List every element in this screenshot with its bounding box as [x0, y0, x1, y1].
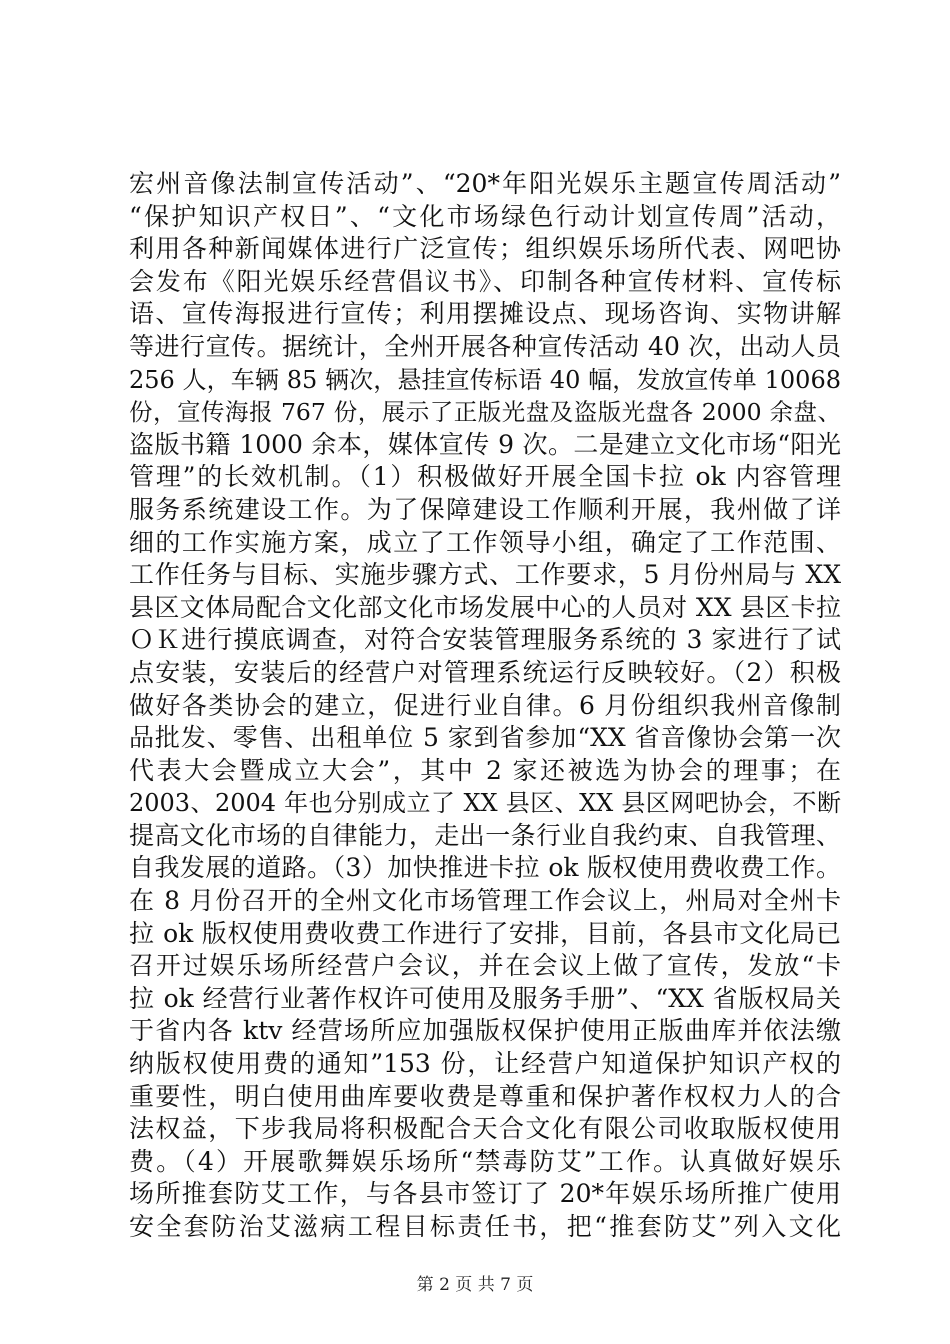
body-line: 会发布《阳光娱乐经营倡议书》、印制各种宣传材料、宣传标	[129, 266, 841, 296]
body-line: 拉 ok 版权使用费收费工作进行了安排，目前，各县市文化局已	[129, 918, 841, 948]
page-footer: 第 2 页 共 7 页	[416, 1275, 534, 1295]
body-line: 宏州音像法制宣传活动”、“20*年阳光娱乐主题宣传周活动”	[129, 169, 841, 198]
body-line: 利用各种新闻媒体进行广泛宣传；组织娱乐场所代表、网吧协	[129, 234, 841, 264]
body-line: 代表大会暨成立大会”，其中 2 家还被选为协会的理事；在	[129, 755, 841, 785]
body-line: 法权益，下步我局将积极配合天合文化有限公司收取版权使用	[129, 1114, 841, 1144]
body-line: 管理”的长效机制。（1）积极做好开展全国卡拉 ok 内容管理	[129, 462, 841, 492]
body-line: 盗版书籍 1000 余本，媒体宣传 9 次。二是建立文化市场“阳光	[129, 429, 841, 459]
body-line: 费。（4）开展歌舞娱乐场所“禁毒防艾”工作。认真做好娱乐	[129, 1146, 841, 1176]
body-line: 自我发展的道路。（3）加快推进卡拉 ok 版权使用费收费工作。	[129, 853, 841, 883]
body-line: 重要性，明白使用曲库要收费是尊重和保护著作权权力人的合	[129, 1081, 841, 1111]
body-line: 服务系统建设工作。为了保障建设工作顺利开展，我州做了详	[129, 494, 841, 524]
body-line: 细的工作实施方案，成立了工作领导小组，确定了工作范围、	[129, 527, 841, 557]
body-line: 语、宣传海报进行宣传；利用摆摊设点、现场咨询、实物讲解	[129, 299, 841, 329]
body-line: 拉 ok 经营行业著作权许可使用及服务手册”、“XX 省版权局关	[129, 983, 841, 1013]
body-line: 于省内各 ktv 经营场所应加强版权保护使用正版曲库并依法缴	[129, 1016, 841, 1046]
body-line: 256 人，车辆 85 辆次，悬挂宣传标语 40 幅，发放宣传单 10068	[129, 365, 841, 394]
body-line: 2003、2004 年也分别成立了 XX 县区、XX 县区网吧协会，不断	[129, 789, 841, 818]
body-line: 等进行宣传。据统计，全州开展各种宣传活动 40 次，出动人员	[129, 331, 841, 361]
body-line: 在 8 月份召开的全州文化市场管理工作会议上，州局对全州卡	[129, 886, 841, 916]
body-line: 工作任务与目标、实施步骤方式、工作要求，5 月份州局与 XX	[129, 560, 841, 590]
body-line: 场所推套防艾工作，与各县市签订了 20*年娱乐场所推广使用	[129, 1179, 841, 1209]
body-line: 品批发、零售、出租单位 5 家到省参加“XX 省音像协会第一次	[129, 723, 841, 753]
body-line: “保护知识产权日”、“文化市场绿色行动计划宣传周”活动，	[129, 201, 841, 231]
body-line: 召开过娱乐场所经营户会议，并在会议上做了宣传，发放“卡	[129, 951, 841, 981]
body-line: 点安装，安装后的经营户对管理系统运行反映较好。（2）积极	[129, 657, 841, 687]
body-line: 份，宣传海报 767 份，展示了正版光盘及盗版光盘各 2000 余盘、	[129, 398, 841, 427]
document-body	[129, 168, 841, 1244]
body-line: 纳版权使用费的通知”153 份，让经营户知道保护知识产权的	[129, 1049, 841, 1079]
body-line: 县区文体局配合文化部文化市场发展中心的人员对 XX 县区卡拉	[129, 592, 841, 622]
body-line: 做好各类协会的建立，促进行业自律。6 月份组织我州音像制	[129, 690, 841, 720]
body-line: 安全套防治艾滋病工程目标责任书，把“推套防艾”列入文化	[129, 1212, 841, 1241]
body-line: ＯＫ进行摸底调查，对符合安装管理服务系统的 3 家进行了试	[129, 625, 841, 655]
body-line: 提高文化市场的自律能力，走出一条行业自我约束、自我管理、	[129, 820, 841, 850]
